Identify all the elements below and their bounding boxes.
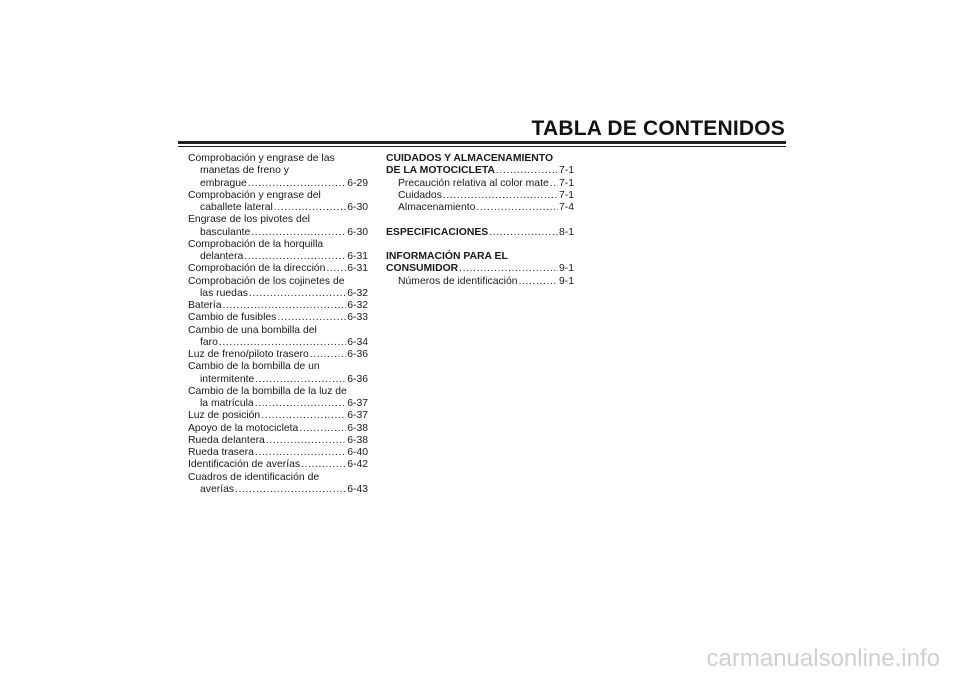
page-number: 6-30 [347,226,368,238]
page-title: TABLA DE CONTENIDOS [531,117,785,140]
page-number: 9-1 [558,263,574,275]
toc-right-column [386,153,574,288]
page-number: 6-29 [347,177,368,189]
toc-entry-cojinetes-ruedas[interactable]: Comprobación de los cojinetes de las ruedas ..... 6-32 [188,276,368,301]
page-number: 6-32 [347,287,368,299]
toc-entry-cuidados[interactable]: Cuidados ..... 7-1 [386,190,574,202]
header-rule-thick [178,141,786,144]
page-number: 6-36 [347,373,368,385]
page-number: 6-38 [347,434,368,446]
page-number: 6-31 [347,251,368,262]
page-number: 6-37 [347,398,368,409]
page-number: 6-43 [347,483,368,495]
toc-left-column [188,153,368,496]
toc-entry-apoyo-motocicleta[interactable]: Apoyo de la motocicleta ..... 6-38 [188,423,368,435]
page-number: 6-31 [347,263,368,275]
page-number: 7-1 [558,189,574,201]
toc-entry-frenos-embrague[interactable]: Comprobación y engrase de las manetas de freno y embrague ..... 6-29 [188,153,368,190]
toc-entry-bateria[interactable]: Batería ..... 6-32 [188,300,368,312]
toc-section-cuidados[interactable]: CUIDADOS Y ALMACENAMIENTO DE LA MOTOCICLETA ..... 7-1 [386,153,574,178]
toc-entry-luz-matricula[interactable]: Cambio de la bombilla de la luz de la matrícula ..... 6-37 [188,386,368,411]
page-number: 6-37 [347,410,368,422]
page-number: 9-1 [558,275,574,287]
toc-entry-rueda-delantera[interactable]: Rueda delantera ..... 6-38 [188,435,368,447]
page-number: 6-30 [347,202,368,213]
toc-entry-horquilla-delantera[interactable]: Comprobación de la horquilla delantera ..... 6-31 [188,239,368,264]
toc-entry-luz-posicion[interactable]: Luz de posición ..... 6-37 [188,410,368,422]
watermark: carmanualsonline.info [706,645,940,672]
page-number: 6-34 [347,336,368,348]
toc-entry-color-mate[interactable]: Precaución relativa al color mate ..... 7-1 [386,178,574,190]
toc-section-especificaciones[interactable]: ESPECIFICACIONES ..... 8-1 [386,227,574,239]
toc-entry-luz-freno[interactable]: Luz de freno/piloto trasero ..... 6-36 [188,349,368,361]
page-number: 6-42 [347,459,368,471]
page-number: 6-38 [347,422,368,434]
page-number: 6-40 [347,447,368,458]
page-number: 7-1 [558,177,574,189]
toc-entry-caballete-lateral[interactable]: Comprobación y engrase del caballete lateral ..... 6-30 [188,190,368,215]
toc-entry-direccion[interactable]: Comprobación de la dirección ..... 6-31 [188,263,368,275]
toc-entry-almacenamiento[interactable]: Almacenamiento ..... 7-4 [386,202,574,214]
page-number: 8-1 [558,226,574,238]
header-rule-thin [178,146,786,147]
toc-entry-bombilla-faro[interactable]: Cambio de una bombilla del faro ..... 6-34 [188,325,368,350]
toc-entry-rueda-trasera[interactable]: Rueda trasera ..... 6-40 [188,447,368,459]
page-number: 7-4 [558,202,574,213]
toc-section-consumidor[interactable]: INFORMACIÓN PARA EL CONSUMIDOR ..... 9-1 [386,251,574,276]
page-number: 7-1 [558,165,574,177]
toc-entry-intermitente[interactable]: Cambio de la bombilla de un intermitente ..... 6-36 [188,361,368,386]
toc-entry-numeros-identificacion[interactable]: Números de identificación ..... 9-1 [386,276,574,288]
page-number: 6-32 [347,300,368,311]
page-number: 6-36 [347,349,368,360]
toc-entry-cuadros-averias[interactable]: Cuadros de identificación de averías ..... 6-43 [188,472,368,497]
page-number: 6-33 [347,312,368,324]
toc-entry-identificacion-averias[interactable]: Identificación de averías ..... 6-42 [188,459,368,471]
toc-entry-pivotes-basculante[interactable]: Engrase de los pivotes del basculante ..... 6-30 [188,214,368,239]
toc-entry-fusibles[interactable]: Cambio de fusibles ..... 6-33 [188,312,368,324]
